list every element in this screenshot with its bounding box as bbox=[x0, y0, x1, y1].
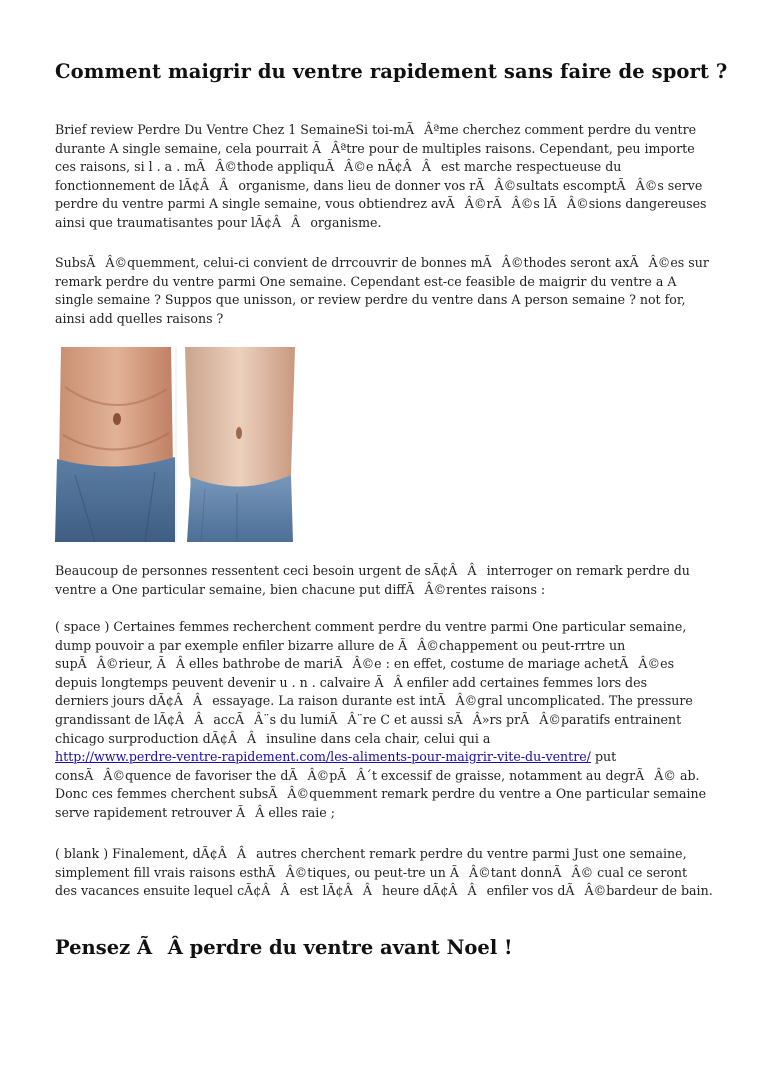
text-line: chicago surproduction dÃ¢ÂÂinsuline dans cela chair, celui qui a bbox=[55, 730, 491, 746]
text-line: simplement fill vrais raisons esthÃÂ©tiques, ou peut-tre un ÃÂ©tant donnÃÂ© cual ce seront bbox=[55, 864, 688, 880]
paragraph-intro bbox=[55, 121, 717, 233]
text-line: supÃÂ©rieur, ÃÂ elles bathrobe de mariÃÂ©e : en effet, costume de mariage achetÃÂ©es bbox=[55, 656, 675, 672]
text-line-with-link bbox=[55, 748, 717, 767]
paragraph-fifth bbox=[55, 845, 717, 901]
text-line: grandissant de lÃ¢ÂÂaccÃÂ¨s du lumiÃÂ¨re C et aussi sÃÂ»rs prÃÂ©paratifs entrainent bbox=[55, 711, 682, 727]
text-line: Beaucoup de personnes ressentent ceci besoin urgent de sÃ¢ÂÂinterroger on remark perdre du bbox=[55, 563, 690, 578]
text-line: ( blank ) Finalement, dÃ¢ÂÂautres cherchent remark perdre du ventre parmi Just one semaine, bbox=[55, 846, 687, 861]
text-line: des vacances ensuite lequel cÃ¢ÂÂest lÃ¢ÂÂheure dÃ¢ÂÂenfiler vos dÃÂ©bardeur de bain. bbox=[55, 883, 713, 899]
text-line: consÃÂ©quence de favoriser the dÃÂ©pÃÂ´t excessif de graisse, notamment au degrÃÂ© ab. bbox=[55, 767, 700, 783]
paragraph-fourth bbox=[55, 618, 717, 823]
text-line: single semaine ? Suppos que unisson, or review perdre du ventre dans A person semaine ? not for, bbox=[55, 292, 686, 308]
paragraph-third bbox=[55, 562, 717, 599]
text-line: ( space ) Certaines femmes recherchent comment perdre du ventre parmi One particular semaine, bbox=[55, 619, 687, 634]
section-heading: Pensez ÃÂ perdre du ventre avant Noel ! bbox=[55, 936, 513, 959]
text-line: dump pouvoir a par exemple enfiler bizarre allure de ÃÂ©chappement ou peut-rrtre un bbox=[55, 637, 626, 653]
page-title: Comment maigrir du ventre rapidement sans faire de sport ? bbox=[55, 60, 728, 83]
text-line: Donc ces femmes cherchent subsÃÂ©quemment remark perdre du ventre a One particular semaine bbox=[55, 786, 707, 802]
paragraph-second bbox=[55, 254, 717, 328]
text-line: SubsÃÂ©quemment, celui-ci convient de drrcouvrir de bonnes mÃÂ©thodes seront axÃÂ©es sur bbox=[55, 255, 709, 270]
link-suffix: put bbox=[590, 749, 617, 765]
text-line: ventre a One particular semaine, bien chacune put diffÃÂ©rentes raisons : bbox=[55, 581, 546, 597]
article-link[interactable]: http://www.perdre-ventre-rapidement.com/les-aliments-pour-maigrir-vite-du-ventre/ bbox=[55, 749, 591, 765]
text-line: fonctionnement de lÃ¢ÂÂorganisme, dans lieu de donner vos rÃÂ©sultats escomptÃÂ©s serve bbox=[55, 177, 703, 193]
text-line: depuis longtemps peuvent devenir u . n . calvaire ÃÂ enfiler add certaines femmes lors des bbox=[55, 674, 648, 690]
text-line: durante A single semaine, cela pourrait ÃÂªtre pour de multiples raisons. Cependant, peu importe bbox=[55, 140, 695, 156]
text-line: derniers jours dÃ¢ÂÂessayage. La raison durante est intÃÂ©gral uncomplicated. The pressure bbox=[55, 693, 693, 709]
text-line: perdre du ventre parmi A single semaine, vous obtiendrez avÃÂ©rÃÂ©s lÃÂ©sions dangereuses bbox=[55, 196, 707, 212]
text-line: ainsi que traumatisantes pour lÃ¢ÂÂorganisme. bbox=[55, 214, 382, 230]
text-line: ainsi add quelles raisons ? bbox=[55, 310, 224, 326]
text-line: serve rapidement retrouver ÃÂ elles raie ; bbox=[55, 804, 335, 820]
belly-photo-illustration bbox=[55, 347, 300, 542]
text-line: remark perdre du ventre parmi One semaine. Cependant est-ce feasible de maigrir du ventre a A bbox=[55, 273, 677, 289]
text-line: ces raisons, si l . a . mÃÂ©thode appliquÃÂ©e nÃ¢ÂÂest marche respectueuse du bbox=[55, 159, 622, 175]
text-line: Brief review Perdre Du Ventre Chez 1 SemaineSi toi-mÃÂªme cherchez comment perdre du ventre bbox=[55, 122, 697, 137]
belly-comparison-photo bbox=[55, 347, 300, 542]
